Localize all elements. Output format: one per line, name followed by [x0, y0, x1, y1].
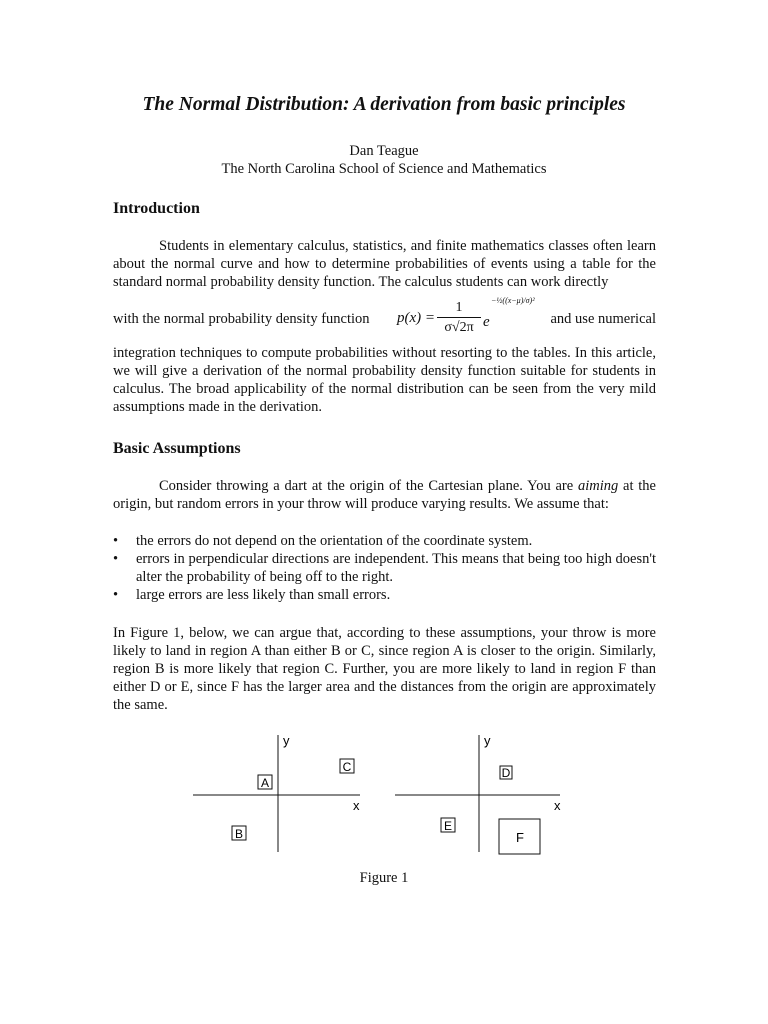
intro-paragraph-1: Students in elementary calculus, statistics, and finite mathematics classes often learn about the normal curve and how to determine probabilities of events using a table for the standard normal probability density function. The calculus students can work directly: [113, 238, 656, 290]
region-d-label: D: [501, 766, 511, 780]
formula-lhs: p(x) =: [397, 310, 436, 326]
section-heading-basic-assumptions: Basic Assumptions: [113, 440, 241, 457]
formula-trail-text: and use numerical: [550, 311, 656, 327]
figure-discussion-paragraph: In Figure 1, below, we can argue that, according to these assumptions, your throw is more likely to land in region A than either B or C, since region A is closer to the origin. Similarly, region B is more likely that region C. Further, you are more likely to land in region F than either D or E, since F has the larger area and the distances from the origin are approximately the same.: [113, 625, 656, 713]
right-y-axis-label: y: [484, 733, 491, 748]
formula-numerator: 1: [455, 300, 463, 315]
emphasis-aiming: aiming: [577, 478, 619, 494]
formula-exp-base: e: [483, 314, 490, 330]
left-y-axis-label: y: [283, 733, 290, 748]
left-x-axis-label: x: [353, 798, 360, 813]
region-e-label: E: [443, 819, 453, 833]
list-item: • the errors do not depend on the orientation of the coordinate system.: [113, 532, 656, 550]
list-item: • large errors are less likely than small errors.: [113, 586, 656, 604]
region-f-label: F: [516, 830, 524, 845]
intro-paragraph-2: integration techniques to compute probabilities without resorting to the tables. In this article, we will give a derivation of the normal probability density function suitable for students in calculus. The broad applicability of the normal distribution can be seen from the very mild assumptions made in the derivation.: [113, 345, 656, 415]
author-name: Dan Teague: [349, 143, 419, 159]
list-item: • errors in perpendicular directions are independent. This means that being too high doesn't alter the probability of being off to the right.: [113, 550, 656, 586]
formula-lead-text: with the normal probability density function: [113, 311, 370, 327]
section-heading-introduction: Introduction: [113, 200, 200, 217]
paper-title: The Normal Distribution: A derivation from basic principles: [142, 94, 626, 115]
assumptions-intro-start: Consider throwing a dart at the origin of the Cartesian plane. You are: [159, 478, 578, 494]
right-x-axis-label: x: [554, 798, 561, 813]
region-b-label: B: [234, 827, 244, 841]
figure-right-plot: [395, 733, 561, 854]
author-affiliation: The North Carolina School of Science and Mathematics: [221, 161, 547, 177]
figure-caption: Figure 1: [359, 870, 409, 886]
formula-exponent: −½((x−μ)/σ)²: [491, 296, 535, 305]
region-a-label: A: [260, 776, 270, 790]
region-c-label: C: [342, 760, 352, 774]
assumptions-intro-end: at the origin, but random errors in your throw will produce varying results. We assume that:: [113, 478, 656, 512]
figure-left-plot: [193, 733, 360, 852]
formula-denominator: σ√2π: [444, 320, 474, 335]
